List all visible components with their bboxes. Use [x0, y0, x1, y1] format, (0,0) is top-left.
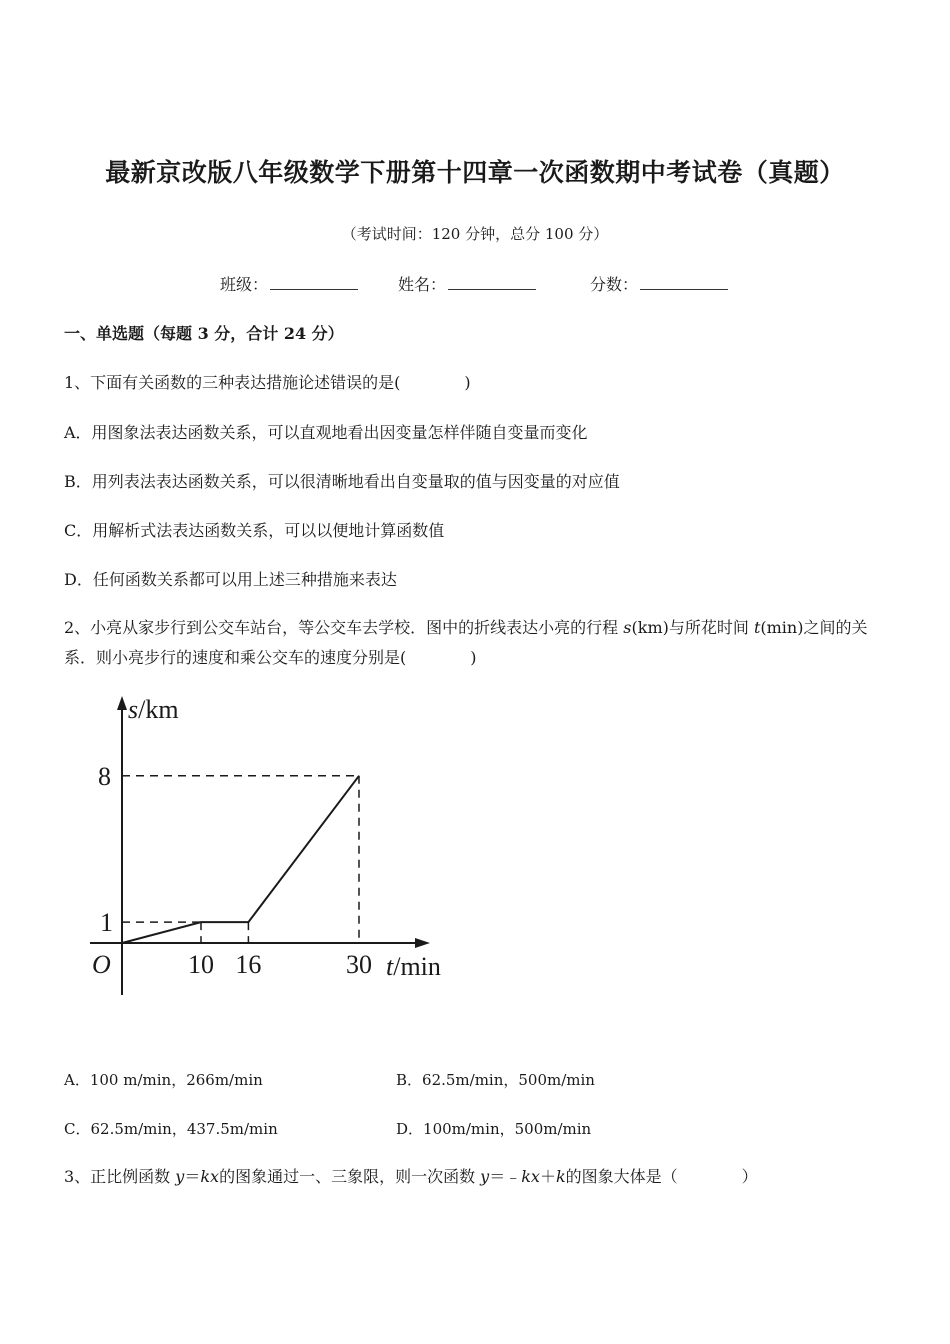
q3-text-6: 的图象大体是（ ） — [565, 1167, 758, 1186]
q3-text-1: 3、正比例函数 — [64, 1167, 176, 1186]
x-tick-16: 16 — [235, 950, 262, 979]
q1-option-d: D．任何函数关系都可以用上述三种措施来表达 — [64, 570, 397, 589]
distance-time-graph — [80, 690, 460, 1000]
x-axis-label: t/min — [386, 952, 441, 981]
q2-option-a: A．100 m/min，266m/min — [64, 1071, 263, 1089]
q3-stem — [64, 1164, 758, 1187]
q3-text-2: ＝ — [184, 1167, 201, 1186]
x-axis-arrow — [415, 938, 430, 948]
exam-title: 最新京改版八年级数学下册第十四章一次函数期中考试卷（真题） — [105, 158, 845, 187]
q2-stem — [64, 613, 884, 673]
distance-polyline — [122, 776, 359, 943]
q2-option-c: C．62.5m/min，437.5m/min — [64, 1120, 278, 1138]
q3-var-kx2: kx — [521, 1167, 540, 1186]
q2-text-2: (km)与所花时间 — [631, 618, 754, 637]
score-field — [590, 272, 728, 295]
q2-text-3: (min)之间的关系．则小亮步行的速度和乘公交车的速度分别是( ) — [64, 618, 868, 667]
q3-text-4: ＝﹣ — [489, 1167, 522, 1186]
section-heading: 一、单选题（每题 3 分，合计 24 分） — [64, 324, 344, 343]
origin-label: O — [92, 950, 111, 979]
name-field — [398, 272, 536, 295]
score-label: 分数： — [590, 275, 639, 294]
q2-var-s: s — [623, 618, 632, 637]
name-label: 姓名： — [398, 275, 447, 294]
q3-text-3: 的图象通过一、三象限，则一次函数 — [219, 1167, 481, 1186]
score-blank — [640, 275, 728, 290]
q3-text-5: ＋ — [539, 1167, 556, 1186]
q1-option-a: A．用图象法表达函数关系，可以直观地看出因变量怎样伴随自变量而变化 — [64, 423, 588, 442]
q1-option-b: B．用列表法表达函数关系，可以很清晰地看出自变量取的值与因变量的对应值 — [64, 472, 620, 491]
q2-text-1: 2、小亮从家步行到公交车站台，等公交车去学校．图中的折线表达小亮的行程 — [64, 618, 624, 637]
q3-var-k: k — [555, 1167, 566, 1186]
q3-var-y2: y — [480, 1167, 490, 1186]
q1-option-c: C．用解析式法表达函数关系，可以以便地计算函数值 — [64, 521, 445, 540]
class-label: 班级： — [220, 275, 269, 294]
q2-option-b: B．62.5m/min，500m/min — [396, 1071, 595, 1089]
q2-option-d: D．100m/min，500m/min — [396, 1120, 592, 1138]
class-field — [220, 272, 358, 295]
name-blank — [448, 275, 536, 290]
y-tick-8: 8 — [98, 761, 111, 791]
y-axis-label: s/km — [128, 695, 179, 724]
exam-time-info: （考试时间：120 分钟，总分 100 分） — [341, 225, 609, 243]
y-tick-1: 1 — [100, 908, 113, 938]
x-tick-30: 30 — [346, 950, 372, 979]
q3-var-y: y — [175, 1167, 185, 1186]
q3-var-kx: kx — [200, 1167, 220, 1186]
q2-var-t: t — [753, 618, 761, 637]
class-blank — [270, 275, 358, 290]
q1-stem: 1、下面有关函数的三种表达措施论述错误的是( ) — [64, 373, 471, 392]
x-tick-10: 10 — [188, 950, 214, 979]
y-axis-arrow — [117, 696, 127, 710]
